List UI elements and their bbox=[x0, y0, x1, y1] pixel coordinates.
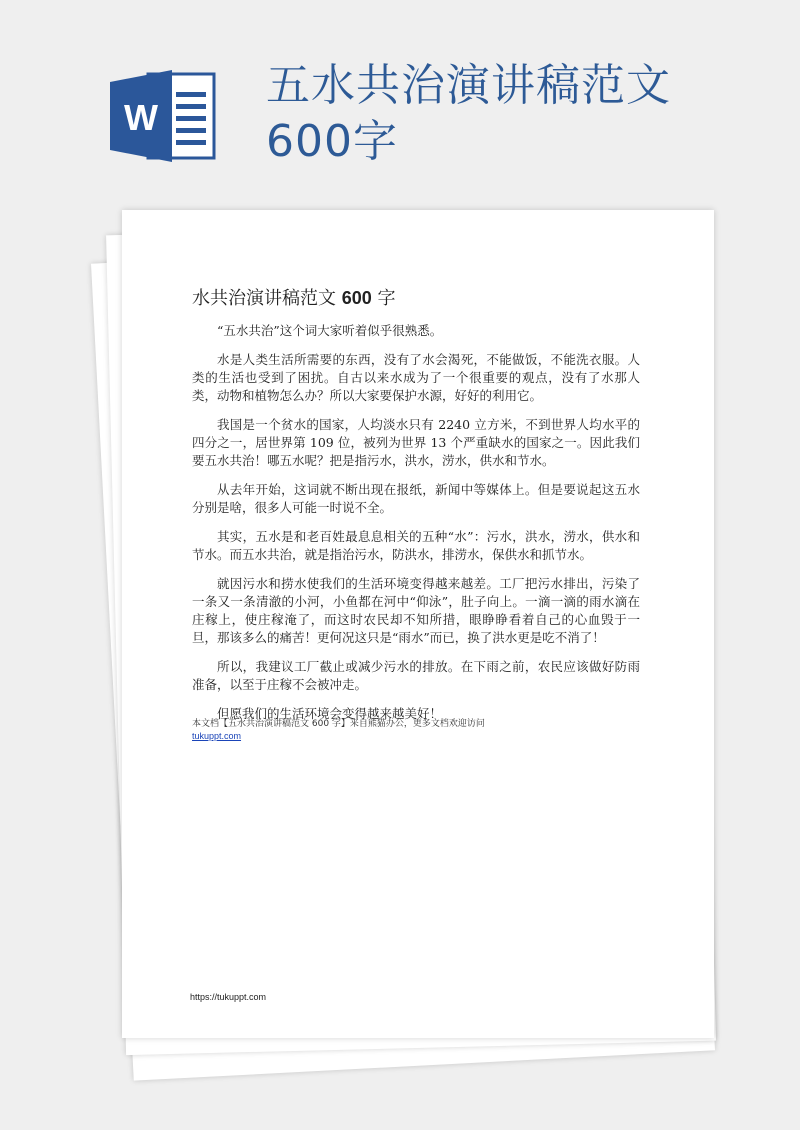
paragraph: 其实，五水是和老百姓最息息相关的五种“水”：污水，洪水，涝水，供水和节水。而五水共治，就是指治污水，防洪水，排涝水，保供水和抓节水。 bbox=[192, 529, 640, 562]
word-icon-letter: W bbox=[124, 97, 158, 138]
word-document-icon bbox=[110, 68, 230, 164]
header bbox=[0, 0, 800, 200]
document-title: 五水共治演讲稿范文600字 bbox=[266, 60, 671, 167]
paragraph: 所以，我建议工厂截止或减少污水的排放。在下雨之前，农民应该做好防雨准备，以至于庄稼不会被冲走。 bbox=[192, 659, 640, 692]
page-heading-unit: 字 bbox=[377, 288, 396, 309]
page-heading-number: 600 bbox=[341, 288, 372, 308]
paragraph: 从去年开始，这词就不断出现在报纸，新闻中等媒体上。但是要说起这五水分别是啥，很多人可能一时说不全。 bbox=[192, 482, 640, 515]
paragraph: 我国是一个贫水的国家，人均淡水只有 2240 立方米，不到世界人均水平的四分之一，居世界第 109 位，被列为世界 13 个严重缺水的国家之一。因此我们要五水共治！哪五水呢？把是指污水，洪水，涝水，供水和节水。 bbox=[192, 417, 640, 468]
page-heading-text: 水共治演讲稿范文 bbox=[192, 288, 336, 309]
paragraph: 水是人类生活所需要的东西，没有了水会渴死，不能做饭，不能洗衣服。人类的生活也受到了困扰。自古以来水成为了一个很重要的观点，没有了水那人类，动物和植物怎么办？所以大家要保护水源，好好的利用它。 bbox=[192, 352, 640, 403]
paragraph: “五水共治”这个词大家听着似乎很熟悉。 bbox=[217, 323, 443, 338]
source-link[interactable]: tukuppt.com bbox=[192, 731, 242, 741]
page-heading bbox=[192, 284, 396, 310]
source-note bbox=[192, 718, 642, 742]
document-body bbox=[192, 322, 640, 734]
document-page bbox=[122, 210, 714, 1038]
paragraph: 就因污水和捞水使我们的生活环境变得越来越差。工厂把污水排出，污染了一条又一条清澈的小河，小鱼都在河中“仰泳”，肚子向上。一滴一滴的雨水滴在庄稼上，使庄稼淹了，而这时农民却不知所措，眼睁睁看着自己的心血毁于一旦，那该多么的痛苦！更何况这只是“雨水”而已，换了洪水更是吃不消了！ bbox=[192, 576, 640, 645]
page-footer-url: https://tukuppt.com bbox=[190, 992, 267, 1002]
paragraph: 但愿我们的生活环境会变得越来越美好！ bbox=[217, 706, 443, 721]
source-note-text: 本文档【五水共治演讲稿范文 600 字】来自熊猫办公，更多文档欢迎访问 bbox=[192, 719, 485, 729]
